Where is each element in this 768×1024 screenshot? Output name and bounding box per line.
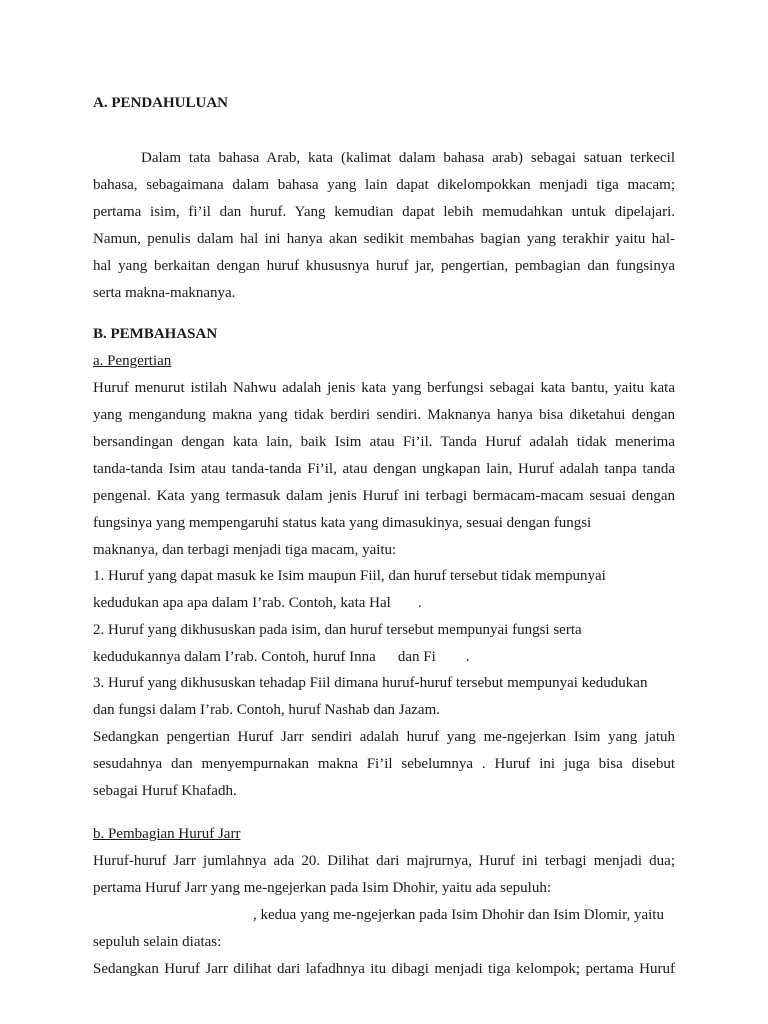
section-b-paragraph-line: sepuluh selain diatas: xyxy=(93,934,222,950)
list-item-1-end: . xyxy=(417,595,422,611)
section-b-paragraph-line: Sedangkan Huruf Jarr dilihat dari lafadhnya itu dibagi menjadi tiga kelompok; pertama Huruf xyxy=(93,961,675,977)
section-b-paragraph-text: , kedua yang me-ngejerkan pada Isim Dhohir dan Isim Dlomir, yaitu xyxy=(253,907,664,923)
section-b-paragraph-line: maknanya, dan terbagi menjadi tiga macam, yaitu: xyxy=(93,542,397,558)
section-b-paragraph-line: yang mengandung makna yang tidak berdiri sendiri. Maknanya hanya bisa diketahui dengan xyxy=(93,407,675,423)
section-a-heading: A. PENDAHULUAN xyxy=(93,95,228,111)
section-a-paragraph-line: hal yang berkaitan dengan huruf khususnya huruf jar, pengertian, pembagian dan fungsinya xyxy=(93,258,675,274)
section-b-paragraph-line: fungsinya yang mempengaruhi status kata yang dimasukinya, sesuai dengan fungsi xyxy=(93,515,592,531)
section-b-paragraph-line: Huruf menurut istilah Nahwu adalah jenis kata yang berfungsi sebagai kata bantu, yaitu kata xyxy=(93,380,675,396)
section-b-paragraph-line xyxy=(93,906,664,924)
section-b-paragraph-line: sesudahnya dan menyempurnakan makna Fi’il sebelumnya . Huruf ini juga bisa disebut xyxy=(93,756,675,772)
section-a-paragraph-line: pertama isim, fi’il dan huruf. Yang kemudian dapat lebih memudahkan untuk dipelajari. xyxy=(93,204,675,220)
list-item-3-line: 3. Huruf yang dikhususkan tehadap Fiil dimana huruf-huruf tersebut mempunyai kedudukan xyxy=(93,675,648,691)
section-a-paragraph-line: bahasa, sebagaimana dalam bahasa yang lain dapat dikelompokkan menjadi tiga macam; xyxy=(93,177,675,193)
list-item-3-line: dan fungsi dalam I’rab. Contoh, huruf Nashab dan Jazam. xyxy=(93,702,440,718)
section-b-paragraph-line: sebagai Huruf Khafadh. xyxy=(93,783,237,799)
list-item-2-line: 2. Huruf yang dikhususkan pada isim, dan huruf tersebut mempunyai fungsi serta xyxy=(93,622,582,638)
subsection-pengertian-heading: a. Pengertian xyxy=(93,353,172,369)
list-item-1-line: 1. Huruf yang dapat masuk ke Isim maupun Fiil, dan huruf tersebut tidak mempunyai xyxy=(93,568,606,584)
section-b-heading: B. PEMBAHASAN xyxy=(93,326,218,342)
section-a-paragraph-line: Dalam tata bahasa Arab, kata (kalimat dalam bahasa arab) sebagai satuan terkecil xyxy=(141,150,675,166)
list-item-2-end: . xyxy=(465,649,470,665)
list-item-1-line xyxy=(93,594,422,612)
section-b-paragraph-line: tanda-tanda Isim atau tanda-tanda Fi’il, atau dengan ungkapan lain, Huruf adalah tanpa tanda xyxy=(93,461,675,477)
section-a-paragraph-line: Namun, penulis dalam hal ini hanya akan sedikit membahas bagian yang terakhir yaitu hal- xyxy=(93,231,675,247)
section-b-paragraph-line: Huruf-huruf Jarr jumlahnya ada 20. Dilihat dari majrurnya, Huruf ini terbagi menjadi dua; xyxy=(93,853,675,869)
section-b-paragraph-line: bersandingan dengan kata lain, baik Isim atau Fi’il. Tanda Huruf adalah tidak menerima xyxy=(93,434,675,450)
section-b-paragraph-line: Sedangkan pengertian Huruf Jarr sendiri adalah huruf yang me-ngejerkan Isim yang jatuh xyxy=(93,729,675,745)
section-b-paragraph-line: pertama Huruf Jarr yang me-ngejerkan pada Isim Dhohir, yaitu ada sepuluh: xyxy=(93,880,551,896)
list-item-2-text: dan Fi xyxy=(397,649,436,665)
list-item-2-text: kedudukannya dalam I’rab. Contoh, huruf Inna xyxy=(93,649,376,665)
subsection-pembagian-heading: b. Pembagian Huruf Jarr xyxy=(93,826,241,842)
list-item-1-text: kedudukan apa apa dalam I’rab. Contoh, kata Hal xyxy=(93,595,391,611)
section-b-paragraph-line: pengenal. Kata yang termasuk dalam jenis Huruf ini terbagi bermacam-macam sesuai dengan xyxy=(93,488,675,504)
list-item-2-line xyxy=(93,648,470,666)
section-a-paragraph-line: serta makna-maknanya. xyxy=(93,285,236,301)
